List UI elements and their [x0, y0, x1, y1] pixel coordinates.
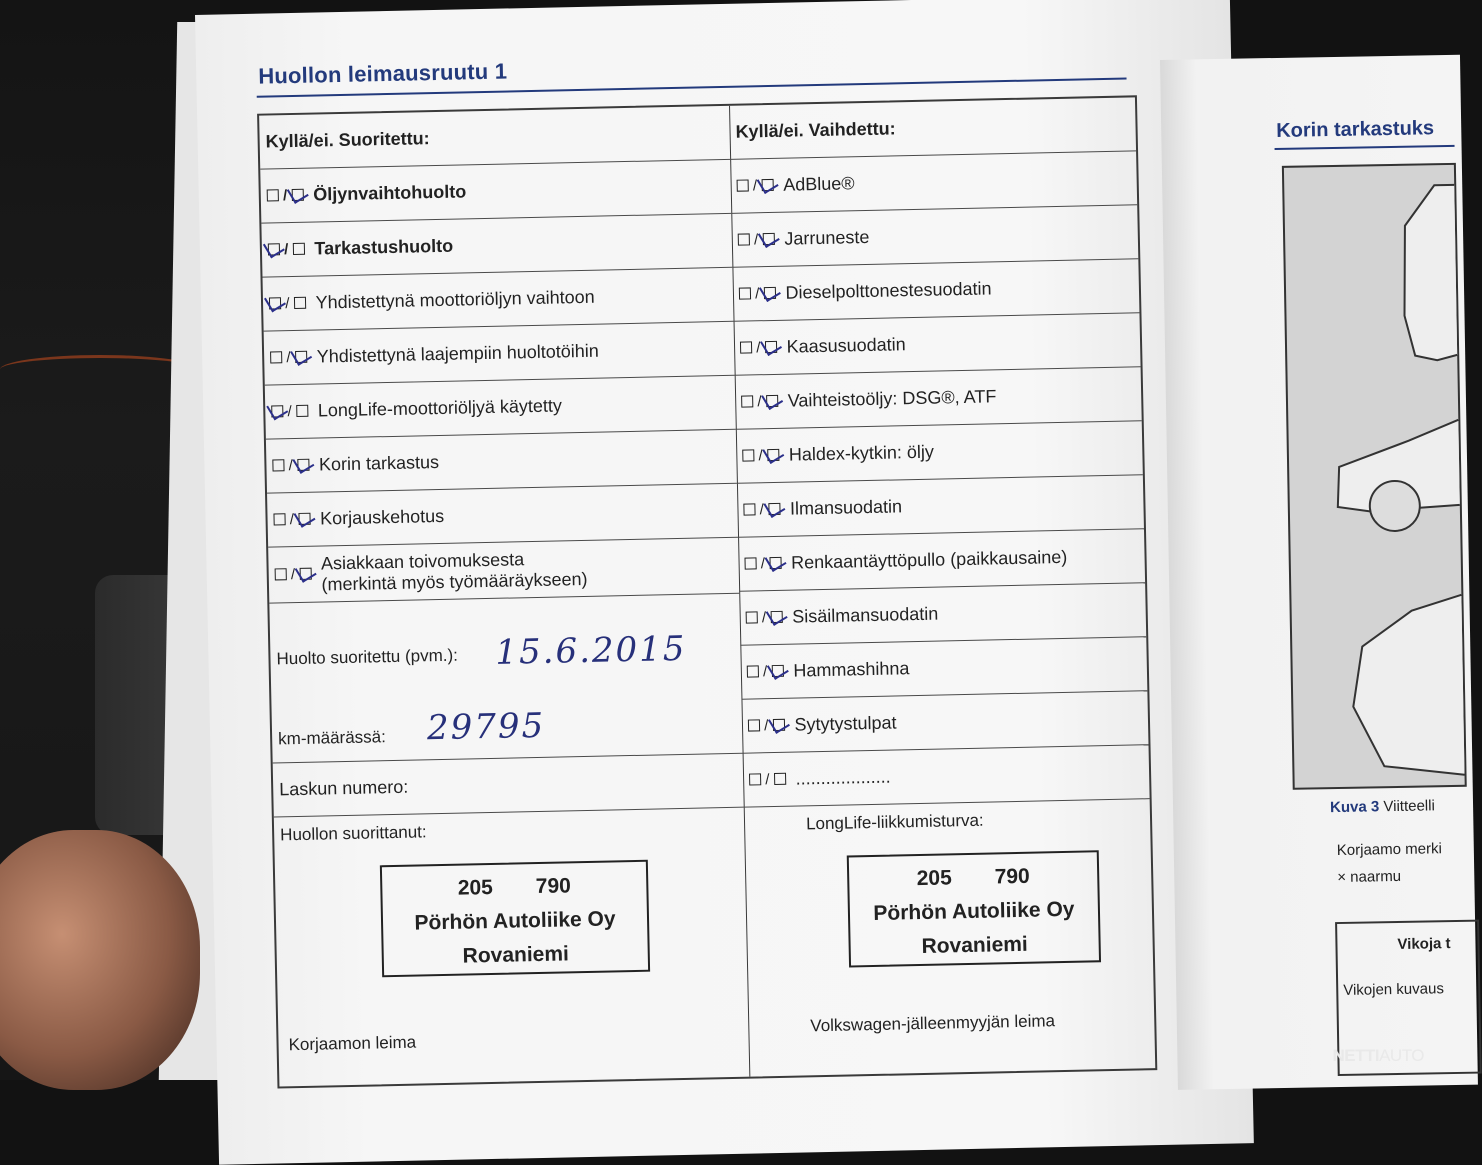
replaced-item-label: Ilmansuodatin: [789, 496, 903, 519]
yes-no-checkboxes: /: [272, 457, 309, 475]
replaced-item: [738, 529, 1145, 591]
performed-item: [261, 214, 732, 278]
replaced-item: [731, 205, 1138, 267]
yes-no-checkboxes: /: [737, 177, 774, 195]
replaced-item: [743, 745, 1150, 807]
performed-item-label: Asiakkaan toivomuksesta (merkintä myös työmääräykseen): [320, 548, 588, 594]
service-date-handwritten: 15.6.2015: [495, 628, 687, 673]
service-booklet-page: [195, 0, 1254, 1165]
yes-no-checkboxes: /: [747, 663, 784, 681]
yes-no-checkboxes: /: [742, 447, 779, 465]
replaced-item-label: Haldex-kytkin: öljy: [788, 441, 935, 465]
replaced-item-label: Vaihteistoöljy: DSG®, ATF: [787, 386, 997, 411]
replaced-item-label: ...................: [795, 766, 891, 789]
yes-no-checkboxes: /: [746, 609, 783, 627]
yes-no-checkboxes: /: [743, 501, 780, 519]
performed-item-label: Yhdistettynä laajempiin huoltotöihin: [316, 340, 600, 367]
yes-no-checkboxes: /: [271, 403, 308, 421]
workshop-stamp: 205 790 Pörhön Autoliike Oy Rovaniemi: [380, 860, 650, 978]
km-handwritten: 29795: [426, 705, 546, 749]
performed-item-label: Tarkastushuolto: [314, 235, 454, 259]
replaced-column: [729, 97, 1155, 1076]
replaced-header: Kyllä/ei. Vaihdettu:: [729, 97, 1136, 159]
replaced-item-label: Kaasusuodatin: [786, 334, 906, 357]
replaced-item: [741, 691, 1148, 753]
yes-no-checkboxes: /: [268, 241, 305, 259]
replaced-item: [737, 475, 1144, 537]
yes-no-checkboxes: /: [741, 393, 778, 411]
opposite-page: [1160, 55, 1478, 1090]
service-date-label: Huolto suoritettu (pvm.):: [276, 645, 459, 669]
performed-column: [259, 106, 750, 1087]
yes-no-checkboxes: /: [275, 566, 312, 584]
performed-item: [263, 268, 734, 332]
legend-scratch: × naarmu: [1337, 867, 1402, 887]
workshop-stamp-label: Korjaamon leima: [288, 1032, 417, 1055]
performed-item: [264, 322, 735, 386]
yes-no-checkboxes: /: [267, 187, 304, 205]
opposite-page-title: Korin tarkastuks: [1276, 117, 1435, 142]
replaced-item-label: Hammashihna: [793, 658, 910, 681]
performed-item: [268, 538, 739, 604]
defects-description-label: Vikojen kuvaus: [1343, 980, 1445, 999]
car-outline-drawing: [1284, 165, 1465, 788]
dealer-stamp: 205 790 Pörhön Autoliike Oy Rovaniemi: [847, 850, 1101, 967]
thumb: [0, 830, 200, 1090]
dealer-stamp-label: Volkswagen-jälleenmyyjän leima: [810, 1011, 1056, 1036]
performed-item: [266, 430, 737, 494]
replaced-item-label: Sytytystulpat: [794, 712, 897, 735]
page-title: Huollon leimausruutu 1: [258, 58, 508, 89]
replaced-item: [736, 421, 1143, 483]
replaced-item: [732, 259, 1139, 321]
defects-heading: Vikoja t: [1397, 935, 1451, 953]
replaced-item-label: AdBlue®: [782, 173, 855, 195]
yes-no-checkboxes: /: [738, 231, 775, 249]
performed-item-label: Korin tarkastus: [318, 451, 440, 475]
yes-no-checkboxes: /: [748, 717, 785, 735]
performed-item-label: Öljynvaihtohuolto: [313, 181, 467, 205]
replaced-item: [740, 637, 1147, 699]
yes-no-checkboxes: /: [739, 285, 776, 303]
yes-no-checkboxes: /: [273, 511, 310, 529]
yes-no-checkboxes: /: [749, 771, 786, 789]
yes-no-checkboxes: /: [270, 349, 307, 367]
replaced-item: [739, 583, 1146, 645]
replaced-item-label: Sisäilmansuodatin: [792, 603, 939, 627]
replaced-item: [734, 313, 1141, 375]
opposite-title-rule: [1275, 145, 1455, 150]
yes-no-checkboxes: /: [744, 555, 781, 573]
invoice-row: Laskun numero:: [273, 754, 744, 818]
performed-item-label: Yhdistettynä moottoriöljyn vaihtoon: [315, 286, 595, 313]
replaced-item-label: Jarruneste: [784, 226, 870, 249]
yes-no-checkboxes: /: [269, 295, 306, 313]
performed-item: [267, 484, 738, 548]
performed-item: [265, 376, 736, 440]
performed-item-label: LongLife-moottoriöljyä käytetty: [317, 395, 563, 421]
car-body-figure: [1282, 163, 1467, 790]
replaced-item-label: Renkaantäyttöpullo (paikkausaine): [790, 546, 1068, 573]
figure-caption: Kuva 3 Viitteelli: [1329, 797, 1436, 817]
performer-label: Huollon suorittanut:: [279, 822, 427, 845]
km-label: km-määrässä:: [277, 727, 387, 749]
replaced-item: [735, 367, 1142, 429]
performed-header: Kyllä/ei. Suoritettu:: [259, 106, 730, 170]
longlife-label: LongLife-liikkumisturva:: [805, 810, 984, 834]
replaced-item-label: Dieselpolttonestesuodatin: [785, 278, 992, 303]
performed-item: [260, 160, 731, 224]
performed-item-label: Korjauskehotus: [319, 505, 445, 529]
replaced-item: [730, 151, 1137, 213]
watermark: NETTIAUTO: [1332, 1046, 1424, 1065]
legend-text: Korjaamo merki: [1336, 840, 1442, 860]
yes-no-checkboxes: /: [740, 339, 777, 357]
service-stamp-grid: [257, 95, 1157, 1088]
